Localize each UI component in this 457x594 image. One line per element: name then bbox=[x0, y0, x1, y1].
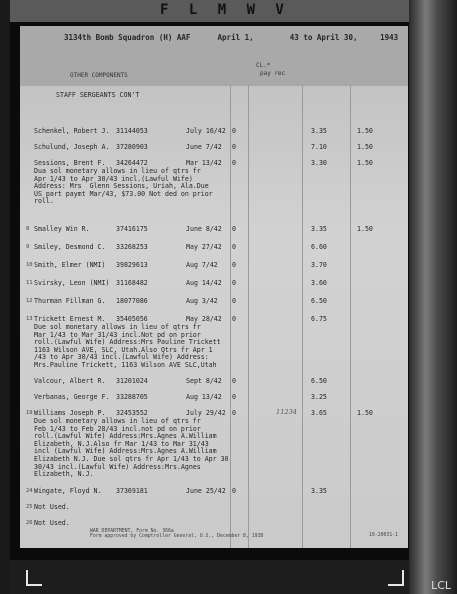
row-number: 10 bbox=[26, 262, 33, 268]
row-serial: 39829613 bbox=[116, 261, 148, 269]
column-divider bbox=[230, 86, 231, 548]
row-zero: 0 bbox=[232, 127, 236, 135]
row-number: 19 bbox=[26, 410, 33, 416]
col-head-cl: CL.* bbox=[256, 62, 271, 69]
row-name: Williams Joseph P. bbox=[34, 409, 106, 417]
form-number: 16-20031-1 bbox=[369, 533, 398, 538]
row-name: Svirsky, Leon (NMI) bbox=[34, 279, 110, 287]
row-name: Smiley, Desmond C. bbox=[34, 243, 106, 251]
row-note: Due sol monetary allows in lieu of qtrs fr Feb 1/43 to Feb 28/43 incl.not pd on prior roll.(Lawful Wife) Address:Mrs.Agnes A.William Elizabeth, N.J.Also fr Mar 1/43 to Mar 31/43 incl (Lawful Wife) Address:Mrs.Agnes A.William Elizabeth N.J. Due sol qtrs fr Apr 1/43 to Apr 30 30/43 incl.(Lawful Wife) Address:Mrs.Agnes Elizabeth, N.J. bbox=[34, 417, 229, 479]
row-amount: 3.25 bbox=[311, 393, 327, 401]
row-zero: 0 bbox=[232, 409, 236, 417]
row-serial: 31168482 bbox=[116, 279, 148, 287]
row-zero: 0 bbox=[232, 225, 236, 233]
row-amount: 3.60 bbox=[311, 279, 327, 287]
row-zero: 0 bbox=[232, 297, 236, 305]
row-date: June 25/42 bbox=[186, 487, 226, 495]
row-zero: 0 bbox=[232, 315, 236, 323]
row-serial: 33268253 bbox=[116, 243, 148, 251]
row-number: 9 bbox=[26, 244, 30, 250]
row-amount-2: 1.50 bbox=[357, 143, 373, 151]
row-amount: 3.35 bbox=[311, 487, 327, 495]
column-divider bbox=[248, 86, 249, 548]
row-serial: 18077086 bbox=[116, 297, 148, 305]
sheet-title: 3134th Bomb Squadron (H) AAF April 1, 43 to April 30, 1943 bbox=[64, 33, 399, 42]
row-date: Sept 8/42 bbox=[186, 377, 222, 385]
row-date: Aug 13/42 bbox=[186, 393, 222, 401]
col-head-pay: pay rec bbox=[260, 70, 286, 77]
row-serial: 37416175 bbox=[116, 225, 148, 233]
column-divider bbox=[302, 86, 303, 548]
row-zero: 0 bbox=[232, 243, 236, 251]
row-number: 13 bbox=[26, 316, 33, 322]
film-edge-left bbox=[0, 0, 10, 594]
row-number: 25 bbox=[26, 504, 33, 510]
row-name: Wingate, Floyd N. bbox=[34, 487, 102, 495]
row-zero: 0 bbox=[232, 393, 236, 401]
row-date: May 28/42 bbox=[186, 315, 222, 323]
row-amount-2: 1.50 bbox=[357, 159, 373, 167]
row-amount: 6.50 bbox=[311, 297, 327, 305]
row-amount: 3.35 bbox=[311, 127, 327, 135]
row-serial: 31144053 bbox=[116, 127, 148, 135]
row-name: Schulund, Joseph A. bbox=[34, 143, 110, 151]
crop-mark-bottom-right bbox=[388, 570, 404, 586]
row-date: Aug 7/42 bbox=[186, 261, 218, 269]
row-amount-2: 1.50 bbox=[357, 409, 373, 417]
row-amount: 6.75 bbox=[311, 315, 327, 323]
row-name: Trickett Ernest M. bbox=[34, 315, 106, 323]
row-number: 12 bbox=[26, 298, 33, 304]
row-zero: 0 bbox=[232, 159, 236, 167]
row-name: Not Used. bbox=[34, 519, 70, 527]
row-amount: 3.70 bbox=[311, 261, 327, 269]
row-date: Aug 3/42 bbox=[186, 297, 218, 305]
row-zero: 0 bbox=[232, 261, 236, 269]
film-top-letters: F L M W V bbox=[160, 2, 290, 18]
payroll-sheet bbox=[20, 26, 408, 548]
row-zero: 0 bbox=[232, 279, 236, 287]
row-number: 24 bbox=[26, 488, 33, 494]
other-components-label: OTHER COMPONENTS bbox=[70, 72, 128, 79]
row-date: July 16/42 bbox=[186, 127, 226, 135]
row-serial: 37280903 bbox=[116, 143, 148, 151]
row-note: Due sol monetary allows in lieu of qtrs fr Mar 1/43 to Mar 31/43 incl.Not pd on prior roll.(Lawful Wife) Address:Mrs Pauline Trickett 1163 Wilson AVE, SLC, Utah.Also Qtrs fr Apr 1 /43 to Apr 30/43 incl.(Lawful Wife) Address: Mrs.Pauline Trickett, 1163 Wilson AVE SLC,Utah bbox=[34, 323, 221, 369]
row-serial: 32453552 bbox=[116, 409, 148, 417]
column-divider bbox=[350, 86, 351, 548]
row-date: June 7/42 bbox=[186, 143, 222, 151]
row-zero: 0 bbox=[232, 377, 236, 385]
row-name: Smalley Win R. bbox=[34, 225, 90, 233]
row-amount: 3.35 bbox=[311, 225, 327, 233]
row-name: Smith, Elmer (NMI) bbox=[34, 261, 106, 269]
row-zero: 0 bbox=[232, 143, 236, 151]
form-footer: WAR DEPARTMENT, Form No. 366a Form approved by Comptroller General, U.S., December 8, 1938 bbox=[90, 529, 264, 540]
sheet-header bbox=[20, 26, 408, 86]
row-name: Thurman Fillman G. bbox=[34, 297, 106, 305]
row-number: 8 bbox=[26, 226, 30, 232]
row-date: May 27/42 bbox=[186, 243, 222, 251]
row-name: Valcour, Albert R. bbox=[34, 377, 106, 385]
row-date: July 29/42 bbox=[186, 409, 226, 417]
row-name: Sessions, Brent F. bbox=[34, 159, 106, 167]
crop-mark-bottom-left bbox=[26, 570, 42, 586]
film-top-strip bbox=[10, 0, 409, 22]
row-number: 11 bbox=[26, 280, 33, 286]
row-amount-2: 1.50 bbox=[357, 225, 373, 233]
row-name: Not Used. bbox=[34, 503, 70, 511]
handwritten-initials: 11234 bbox=[276, 408, 297, 416]
row-amount: 3.30 bbox=[311, 159, 327, 167]
film-edge-right bbox=[409, 0, 457, 594]
row-date: Aug 14/42 bbox=[186, 279, 222, 287]
film-bottom-strip bbox=[10, 560, 409, 594]
row-name: Verbanas, George F. bbox=[34, 393, 110, 401]
row-amount: 3.65 bbox=[311, 409, 327, 417]
row-name: Schenkel, Robert J. bbox=[34, 127, 110, 135]
row-note: Dua sol monetary allows in lieu of qtrs fr Apr 1/43 to Apr 30/43 incl.(Lawful Wife) Address: Mrs Glenn Sessions, Uriah, Ala.Due US part paymt Mar/43, $73.00 Not ded on prior roll. bbox=[34, 167, 213, 206]
row-date: June 8/42 bbox=[186, 225, 222, 233]
row-amount: 6.60 bbox=[311, 243, 327, 251]
row-serial: 37369181 bbox=[116, 487, 148, 495]
row-zero: 0 bbox=[232, 487, 236, 495]
film-bottom-label: LCL bbox=[431, 579, 451, 592]
row-date: Mar 13/42 bbox=[186, 159, 222, 167]
row-amount-2: 1.50 bbox=[357, 127, 373, 135]
row-serial: 33288705 bbox=[116, 393, 148, 401]
row-amount: 7.10 bbox=[311, 143, 327, 151]
row-serial: 35405056 bbox=[116, 315, 148, 323]
section-label: STAFF SERGEANTS CON'T bbox=[56, 91, 140, 99]
row-serial: 31201024 bbox=[116, 377, 148, 385]
row-number: 26 bbox=[26, 520, 33, 526]
row-amount: 6.50 bbox=[311, 377, 327, 385]
row-serial: 34264472 bbox=[116, 159, 148, 167]
